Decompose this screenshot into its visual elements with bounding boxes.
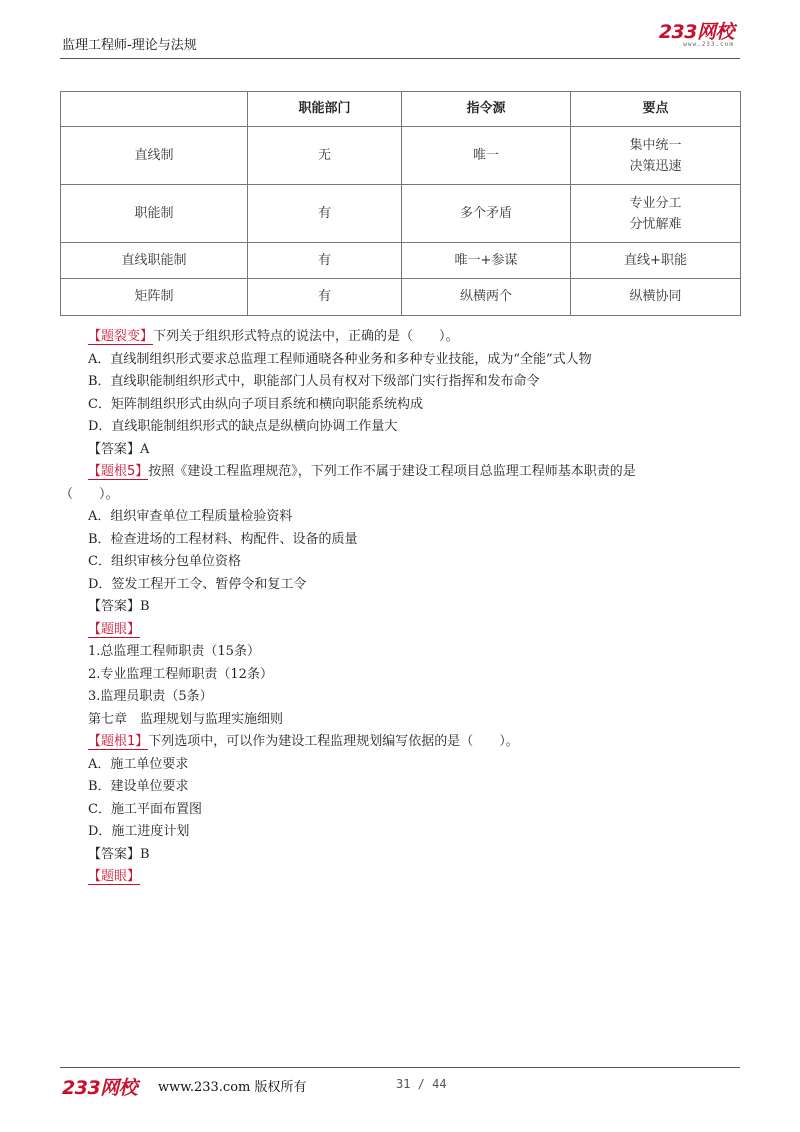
question-tag: 【题根5】 bbox=[88, 464, 149, 479]
table-cell: 有 bbox=[248, 185, 402, 243]
answer-line: 【答案】B bbox=[88, 846, 150, 862]
document-title: 监理工程师-理论与法规 bbox=[62, 38, 197, 53]
column-header: 要点 bbox=[571, 92, 741, 127]
header-divider bbox=[60, 58, 740, 59]
note-item: 1.总监理工程师职责（15条） bbox=[88, 644, 260, 659]
option-a: A．组织审查单位工程质量检验资料 bbox=[88, 509, 293, 524]
answer-line: 【答案】A bbox=[88, 441, 150, 457]
table-cell: 直线制 bbox=[61, 127, 248, 185]
chapter-title: 第七章 监理规划与监理实施细则 bbox=[88, 711, 284, 727]
key-point-heading bbox=[60, 619, 740, 642]
cell-line: 决策迅速 bbox=[629, 158, 682, 174]
logo-url: www.233.com bbox=[683, 41, 734, 48]
option-b: B．直线职能制组织形式中，职能部门人员有权对下级部门实行指挥和发布命令 bbox=[88, 374, 540, 389]
question-stem bbox=[60, 731, 740, 754]
cell-line: 分忧解难 bbox=[629, 216, 682, 232]
table-row bbox=[61, 279, 741, 316]
table-row bbox=[61, 185, 741, 243]
table-cell: 直线+职能 bbox=[571, 243, 741, 279]
option-d: D．签发工程开工令、暂停令和复工令 bbox=[88, 576, 307, 592]
question-text: 下列关于组织形式特点的说法中，正确的是（ ）。 bbox=[153, 329, 459, 344]
cell-line: 专业分工 bbox=[629, 195, 682, 211]
footer-divider bbox=[60, 1067, 740, 1068]
logo-text: 233网校 bbox=[658, 21, 734, 43]
option-c: C．施工平面布置图 bbox=[88, 801, 202, 817]
table-cell: 纵横协同 bbox=[571, 279, 741, 316]
table-cell: 有 bbox=[248, 279, 402, 316]
answer-line: 【答案】B bbox=[88, 599, 150, 614]
question-text-continued: （ ）。 bbox=[60, 486, 119, 502]
page-number: 31 / 44 bbox=[396, 1077, 447, 1091]
question-text: 按照《建设工程监理规范》，下列工作不属于建设工程项目总监理工程师基本职责的是 bbox=[148, 464, 636, 479]
table-row bbox=[61, 243, 741, 279]
option-c: C．组织审核分包单位资格 bbox=[88, 554, 241, 569]
question-stem bbox=[60, 326, 740, 349]
footer-copyright: www.233.com 版权所有 bbox=[158, 1080, 307, 1095]
note-item: 2.专业监理工程师职责（12条） bbox=[88, 666, 273, 682]
table-cell bbox=[571, 185, 741, 243]
option-a: A．施工单位要求 bbox=[88, 756, 189, 772]
option-d: D．施工进度计划 bbox=[88, 824, 190, 839]
option-d: D．直线职能制组织形式的缺点是纵横向协调工作量大 bbox=[88, 419, 398, 434]
table-cell: 直线职能制 bbox=[61, 243, 248, 279]
org-form-table bbox=[60, 91, 741, 316]
table-header-row bbox=[61, 92, 741, 127]
column-header: 职能部门 bbox=[248, 92, 402, 127]
table-cell: 矩阵制 bbox=[61, 279, 248, 316]
key-point-heading bbox=[60, 866, 740, 889]
table-cell: 唯一 bbox=[402, 127, 571, 185]
option-c: C．矩阵制组织形式由纵向子项目系统和横向职能系统构成 bbox=[88, 396, 423, 412]
key-point-tag: 【题眼】 bbox=[88, 869, 141, 884]
question-tag: 【题根1】 bbox=[88, 734, 149, 749]
key-point-tag: 【题眼】 bbox=[88, 621, 141, 637]
table-cell: 职能制 bbox=[61, 185, 248, 243]
question-text: 下列选项中，可以作为建设工程监理规划编写依据的是（ ）。 bbox=[148, 734, 519, 749]
brand-logo bbox=[659, 22, 734, 48]
column-header bbox=[61, 92, 248, 127]
table-cell: 纵横两个 bbox=[402, 279, 571, 316]
table-row bbox=[61, 127, 741, 185]
footer-logo: 233网校 bbox=[62, 1077, 138, 1099]
table-cell: 多个矛盾 bbox=[402, 185, 571, 243]
column-header: 指令源 bbox=[402, 92, 571, 127]
option-b: B．建设单位要求 bbox=[88, 779, 189, 794]
table-cell bbox=[571, 127, 741, 185]
note-item: 3.监理员职责（5条） bbox=[88, 689, 213, 704]
question-stem bbox=[60, 461, 740, 484]
option-b: B．检查进场的工程材料、构配件、设备的质量 bbox=[88, 531, 358, 547]
question-tag: 【题裂变】 bbox=[88, 329, 154, 344]
question-content bbox=[60, 326, 740, 889]
table-cell: 无 bbox=[248, 127, 402, 185]
table-cell: 有 bbox=[248, 243, 402, 279]
page-header bbox=[60, 18, 740, 58]
option-a: A．直线制组织形式要求总监理工程师通晓各种业务和多种专业技能，成为“全能”式人物 bbox=[88, 351, 592, 367]
table-cell: 唯一+参谋 bbox=[402, 243, 571, 279]
cell-line: 集中统一 bbox=[629, 137, 682, 153]
